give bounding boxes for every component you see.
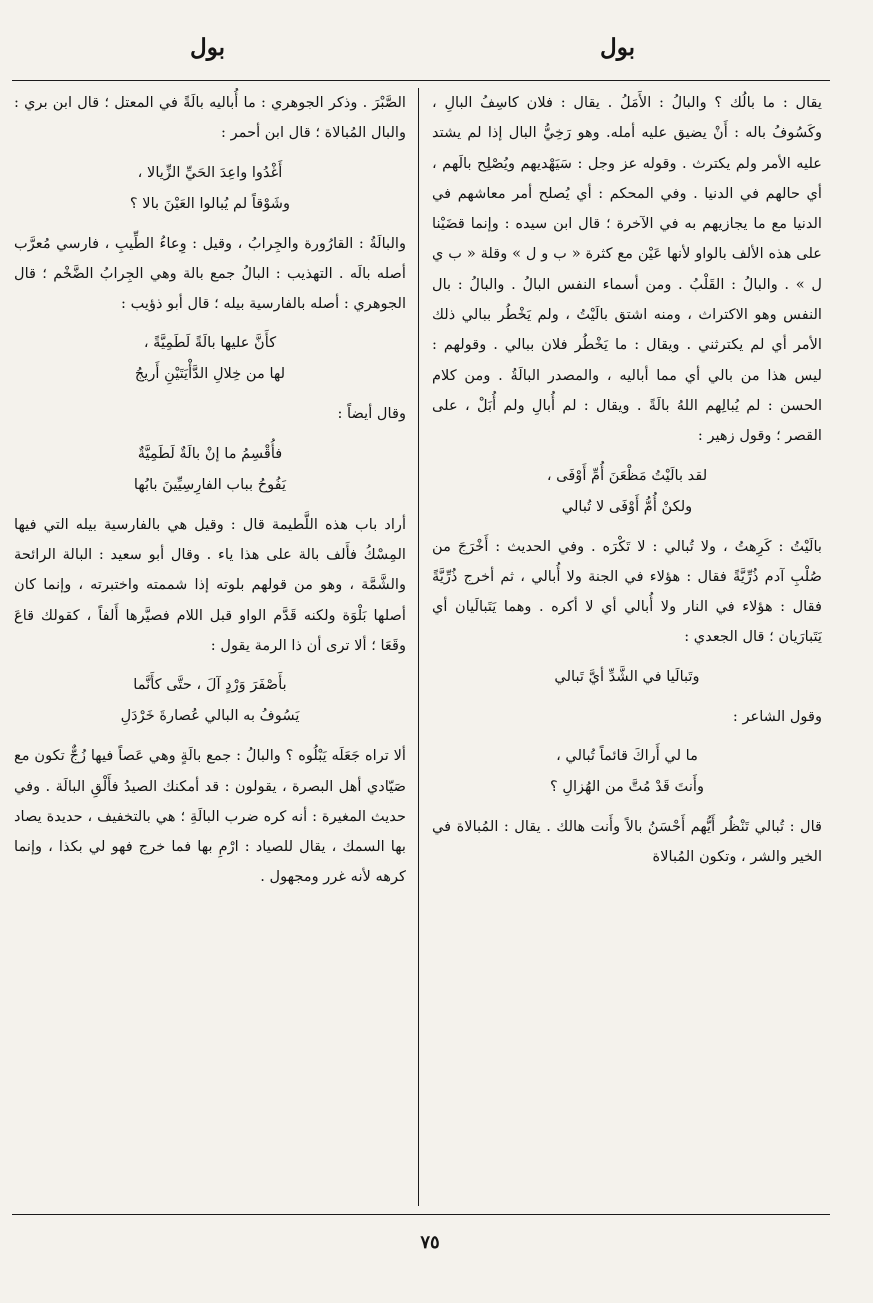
verse <box>14 438 406 500</box>
verse <box>432 460 822 522</box>
bottom-rule <box>12 1214 830 1215</box>
left-column <box>14 88 406 1208</box>
verse-line: ولكنْ أُمُّ أَوْفَى لا تُبالي <box>561 497 693 515</box>
verse-line: فأُقْسِمُ ما إنْ بالَةٌ لَطَمِيَّةٌ <box>137 444 283 462</box>
header-headword-left: بول <box>190 34 225 61</box>
paragraph: يقال : ما بالُك ؟ والبالُ : الأَمَلُ . يقال : فلان كاسِفُ البالِ ، وكَسُوفُ باله : أَنْ يضيق عليه أمله. وهو رَخِيُّ البال إذا لم يشتد عليه الأمر ولم يكترث . وقوله عز وجل : سَيَهْديهم ويُصْلِح بالَهم ، أي حالهم في الدنيا . وفي المحكم : أي يُصلح أمر معاشهم في الدنيا مع ما يجازيهم به في الآخرة ؛ قال ابن سيده : وإنما قضَيْنا على هذه الألف بالواو لأنها عَيْن مع كثرة « ب و ل » وقلة « ب ي ل » . والبالُ : القَلْبُ . ومن أسماء النفس البالُ . والبالُ : بال النفس وهو الاكتراث ، ومنه اشتق بالَيْتُ ، ولم يَخْطُر ببالي ذلك الأمر أي لم يكترثني . ويقال : ما يَخْطُر فلان ببالي . وقولهم : ليس هذا من بالي أي مما أباليه ، والمصدر البالَةُ . ومن كلام الحسن : لم يُبالِهم اللهُ بالَةً . ويقال : لم أُبالِ ولم أُبَلْ ، على القصر ؛ وقول زهير : <box>432 94 822 445</box>
verse <box>14 327 406 389</box>
right-column <box>432 88 822 1208</box>
top-rule <box>12 80 830 81</box>
paragraph: أراد باب هذه اللَّطيمة قال : وقيل هي بالفارسية بيله التي فيها المِسْكُ فأَلف بالة على هذا ياء . وقال أبو سعيد : البالة الرائحة والشَّمَّة ، وهو من قولهم بلوته إذا شممته واختبرته ، وإنما كان أصلها بَلْوَة ولكنه قَدَّم الواو قبل اللام فصيَّرها أَلفاً ، كقولك قاعَ وقَعَا ؛ ألا ترى أن ذا الرمة يقول : <box>14 515 406 654</box>
verse-line: يَسُوفُ به البالي عُصارةَ خَرْدَلِ <box>120 707 300 725</box>
verse-line: لقد بالَيْتُ مَظْعَنَ أُمِّ أَوْفَى ، <box>546 466 708 484</box>
column-divider <box>418 88 419 1206</box>
verse-line: وأَنتَ قَدْ مُتَّ من الهُزالِ ؟ <box>549 778 705 796</box>
verse-line: بأَصْفَرَ وَرْدٍ آلَ ، حتَّى كأَنَّما <box>133 676 287 694</box>
verse-line: وتَبالَيا في الشَّدِّ أيَّ تَبالي <box>554 667 700 685</box>
verse-line: أَغْدُوا واعِدَ الحَيِّ الزِّيالا ، <box>137 163 283 181</box>
verse <box>432 740 822 802</box>
paragraph: وقول الشاعر : <box>732 707 822 725</box>
verse <box>14 157 406 219</box>
verse-line: ما لي أَراكَ قائماً تُبالي ، <box>556 747 698 765</box>
verse <box>14 669 406 731</box>
header-headword-right: بول <box>600 34 635 61</box>
paragraph: قال : تُبالي تَنْظُر أَيُّهم أَحْسَنُ بالاً وأَنت هالك . يقال : المُبالاة في الخير والشر ، وتكون المُبالاة <box>432 818 822 866</box>
paragraph: ألا تراه جَعَلَه يَبْلُوه ؟ والبالُ : جمع بالَةٍ وهي عَصاً فيها زُجٌّ تكون مع صَيّادي أهل البصرة ، يقولون : قد أمكنك الصيدُ فأَلْقِ البالَة . وفي حديث المغيرة : أنه كره ضرب البالَةِ ؛ هي بالتخفيف ، حديدة يصاد بها السمك ، يقال للصياد : ارْمِ بها فما خرج فهو لي بكذا ، وإنما كرهه لأنه غرر ومجهول . <box>14 747 406 886</box>
paragraph: والبالَةُ : القارُورة والجِرابُ ، وقيل : وِعاءُ الطِّيبِ ، فارسي مُعرَّب أصله بالَه . التهذيب : البالُ جمع بالة وهي الجِرابُ الضَّخْم ؛ قال الجوهري : أصله بالفارسية بيله ؛ قال أبو ذؤيب : <box>14 234 406 313</box>
paragraph: وقال أيضاً : <box>337 405 406 423</box>
verse-line: كأَنَّ عليها بالَةً لَطَمِيَّةً ، <box>143 334 277 352</box>
page-number: ٧٥ <box>420 1232 440 1253</box>
verse-line: يَفُوحُ بباب الفارِسِيِّينَ بابُها <box>133 475 287 493</box>
paragraph: الصَّبْرَ . وذكر الجوهري : ما أُباليه بالَةً في المعتل ؛ قال ابن بري : والبال المُبالاة ؛ قال ابن أحمر : <box>14 94 406 142</box>
paragraph: بالَيْتُ : كَرِهتُ ، ولا تُبالي : لا تَكْرَه . وفي الحديث : أَخْرَجَ من صُلْبِ آدم ذُرِّيَّةً فقال : هؤلاء في الجنة ولا أُبالي ، ثم أخرج ذُرِّيَّةً فقال : هؤلاء في النار ولا أُبالي أي لا أكره . وهما يَتَبالَيان أي يَتَبارَيان ؛ قال الجعدي : <box>432 537 822 646</box>
verse-line: وشَوْقاً لم يُبالوا العَيْنَ بالا ؟ <box>129 194 291 212</box>
verse-line: لها من خِلالِ الدَّأْيَتَيْنِ أَريجُ <box>134 365 286 383</box>
verse <box>432 661 822 692</box>
